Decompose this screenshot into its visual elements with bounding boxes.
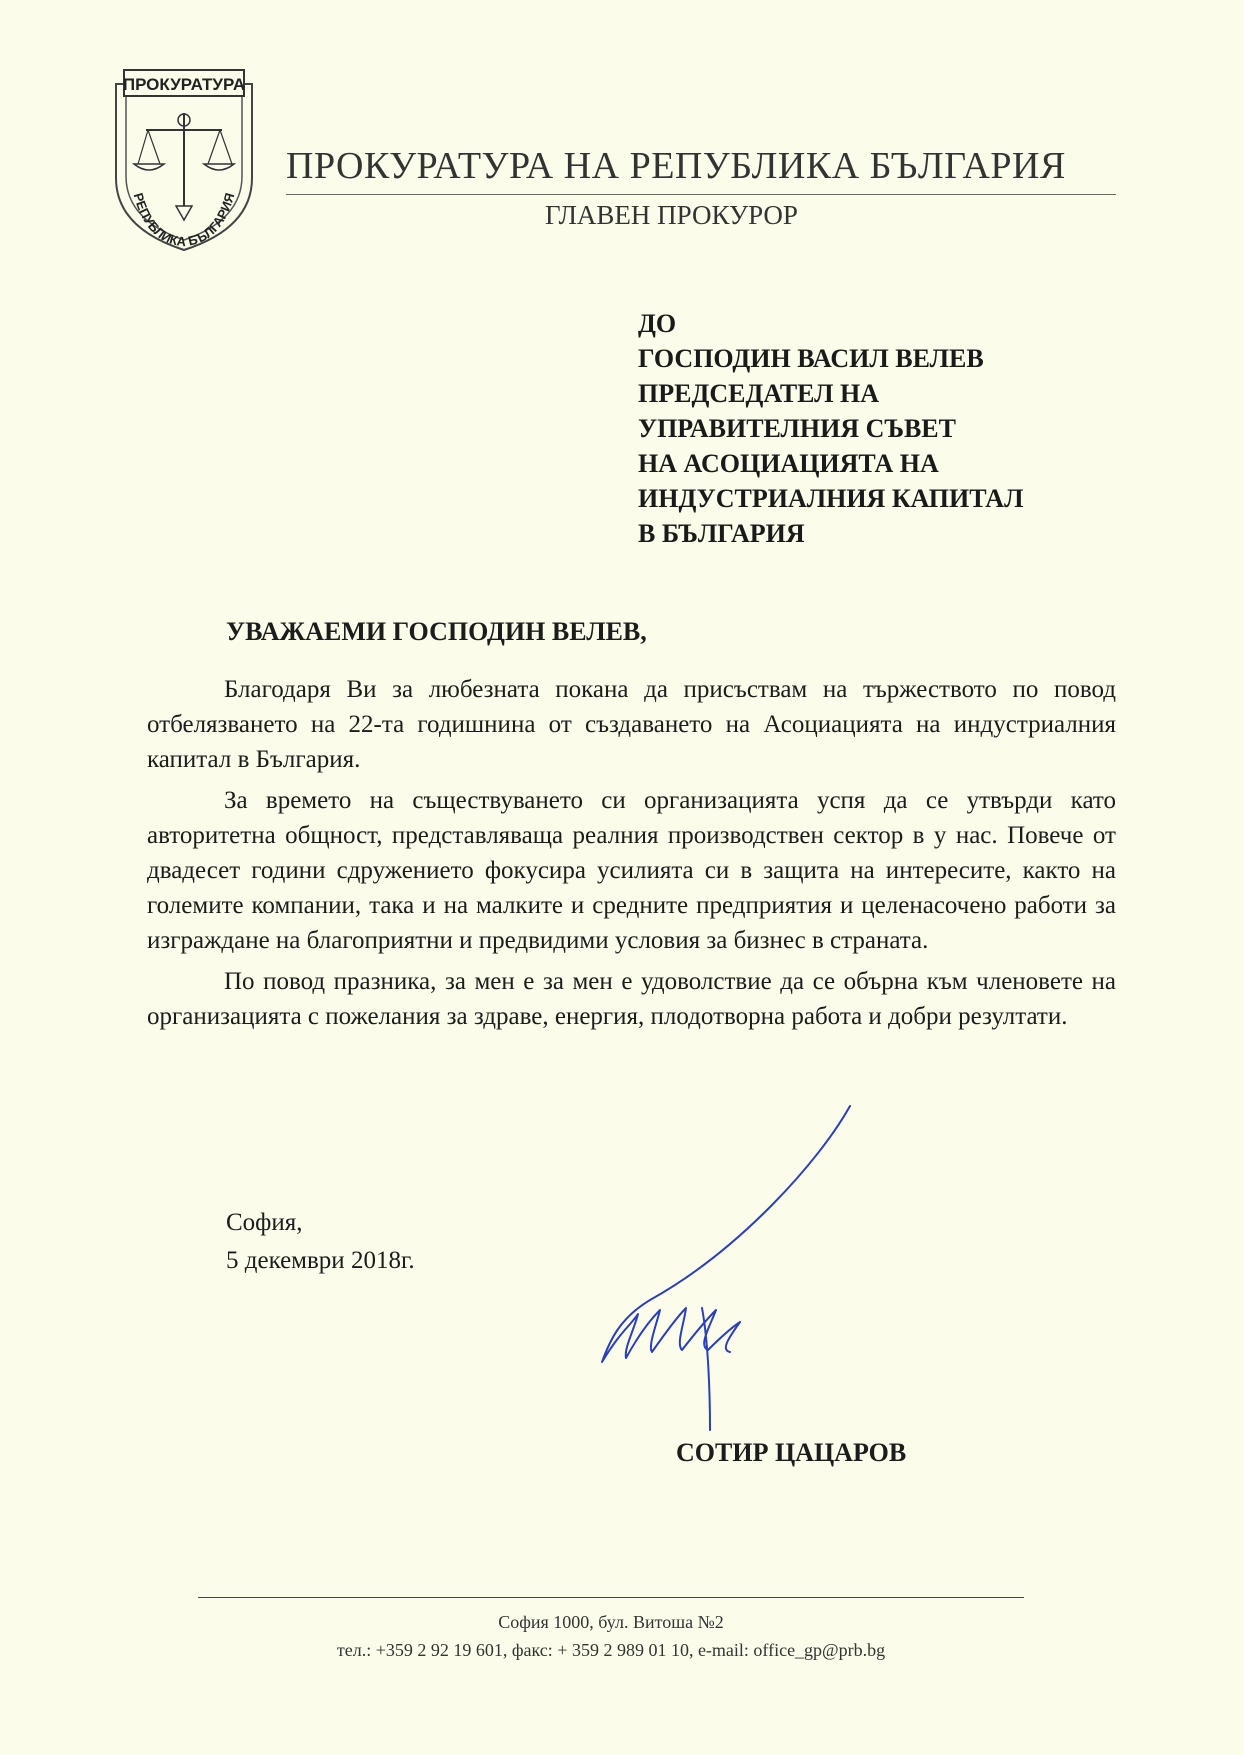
letter-body bbox=[147, 672, 1116, 1040]
addressee-line: ДО bbox=[638, 309, 677, 338]
body-paragraph: За времето на съществуването си организацията успя да се утвърди като авторитетна общност, представляваща реалния производствен сектор в у нас. Повече от двадесет години сдружението фокусира усилията си в защита на интересите, както на големите компании, така и на малките и средните предприятия и целенасочено работи за изграждане на благоприятни и предвидими условия за бизнес в страната. bbox=[147, 787, 1116, 954]
footer bbox=[198, 1608, 1024, 1664]
body-paragraph: Благодаря Ви за любезната покана да присъствам на тържеството по повод отбелязването на 22-та годишнина от създаването на Асоциацията на индустриалния капитал в България. bbox=[147, 676, 1116, 773]
prosecution-emblem bbox=[104, 68, 264, 254]
addressee-block bbox=[638, 306, 1118, 551]
footer-contacts: тел.: +359 2 92 19 601, факс: + 359 2 989 01 10, e-mail: office_gp@prb.bg bbox=[336, 1640, 886, 1660]
emblem-ring-text: РЕПУБЛИКА БЪЛГАРИЯ bbox=[130, 191, 238, 250]
organization-subtitle: ГЛАВЕН ПРОКУРОР bbox=[545, 200, 798, 230]
addressee-line: УПРАВИТЕЛНИЯ СЪВЕТ bbox=[638, 414, 956, 443]
addressee-line: НА АСОЦИАЦИЯТА НА bbox=[638, 449, 939, 478]
date: 5 декември 2018г. bbox=[226, 1247, 415, 1274]
place-date-block bbox=[226, 1204, 415, 1280]
signer-name: СОТИР ЦАЦАРОВ bbox=[676, 1438, 907, 1467]
footer-divider bbox=[198, 1597, 1024, 1598]
body-paragraph: По повод празника, за мен е за мен е удоволствие да се обърна към членовете на организацията с пожелания за здраве, енергия, плодотворна работа и добри резултати. bbox=[147, 968, 1116, 1030]
addressee-line: В БЪЛГАРИЯ bbox=[638, 519, 805, 548]
emblem-label: ПРОКУРАТУРА bbox=[122, 75, 246, 94]
organization-name: ПРОКУРАТУРА НА РЕПУБЛИКА БЪЛГАРИЯ bbox=[286, 145, 1066, 187]
addressee-line: ИНДУСТРИАЛНИЯ КАПИТАЛ bbox=[638, 484, 1024, 513]
addressee-line: ГОСПОДИН ВАСИЛ ВЕЛЕВ bbox=[638, 344, 984, 373]
place: София, bbox=[226, 1209, 303, 1236]
addressee-line: ПРЕДСЕДАТЕЛ НА bbox=[638, 379, 880, 408]
handwritten-signature bbox=[590, 1100, 890, 1440]
salutation: УВАЖАЕМИ ГОСПОДИН ВЕЛЕВ, bbox=[226, 617, 647, 646]
header-divider bbox=[286, 194, 1116, 195]
footer-address: София 1000, бул. Витоша №2 bbox=[498, 1612, 724, 1632]
